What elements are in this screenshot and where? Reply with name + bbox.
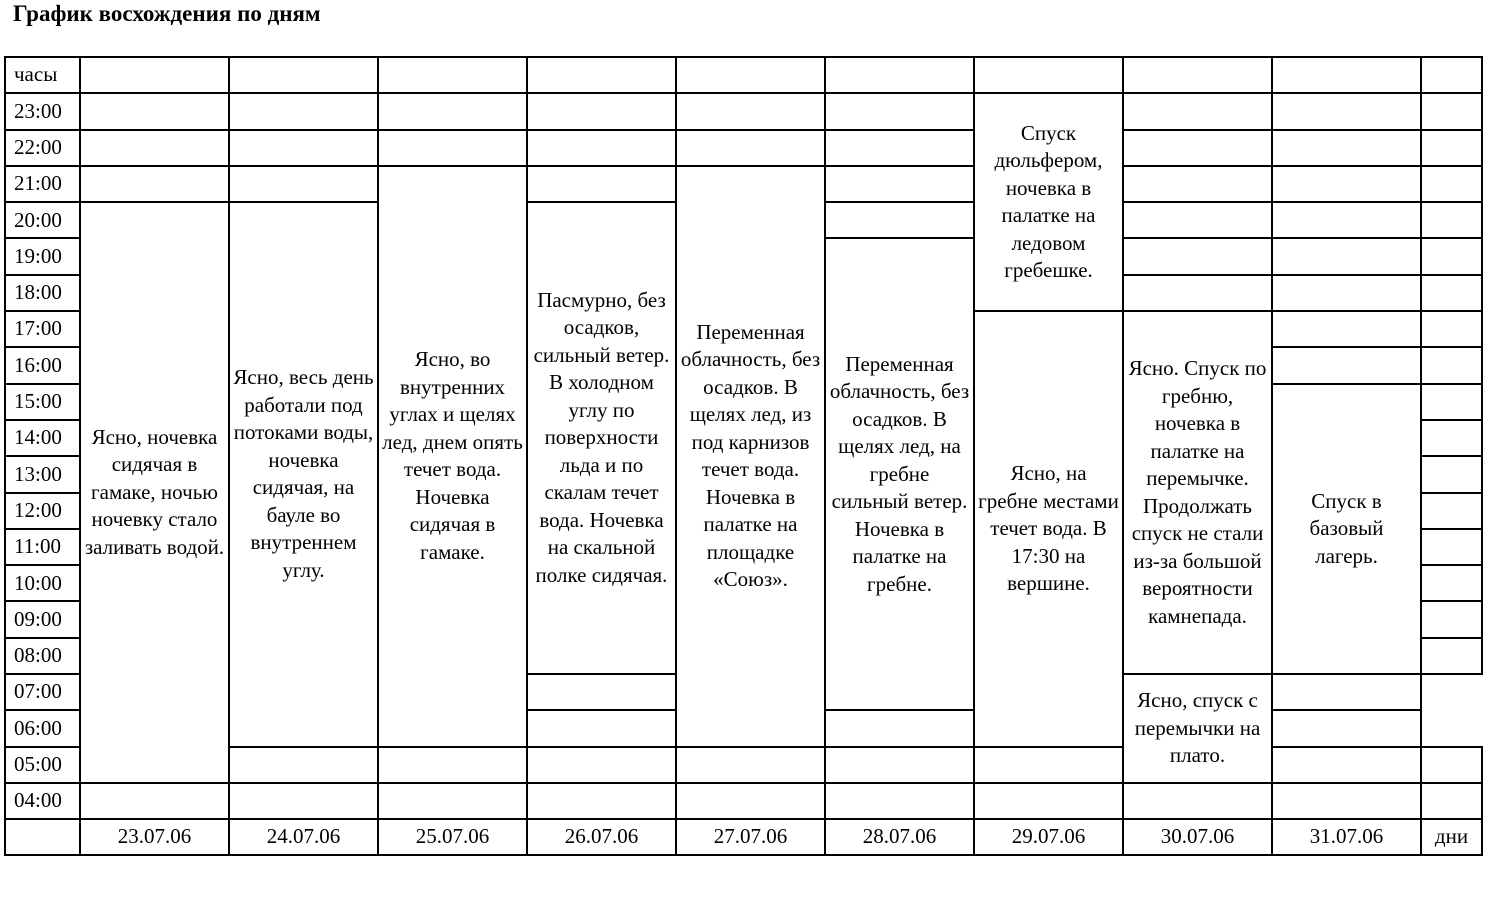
grid-cell bbox=[1421, 130, 1482, 166]
hour-label: 21:00 bbox=[5, 166, 80, 202]
grid-cell bbox=[1272, 311, 1421, 347]
hour-label: 12:00 bbox=[5, 493, 80, 529]
date-label: 24.07.06 bbox=[229, 819, 378, 855]
grid-cell bbox=[1123, 238, 1272, 274]
hour-label: 11:00 bbox=[5, 529, 80, 565]
grid-cell bbox=[229, 783, 378, 819]
grid-cell bbox=[378, 747, 527, 783]
grid-cell bbox=[527, 93, 676, 129]
grid-cell bbox=[527, 166, 676, 202]
hour-label: 20:00 bbox=[5, 202, 80, 238]
grid-cell bbox=[676, 93, 825, 129]
grid-cell bbox=[1421, 420, 1482, 456]
grid-cell bbox=[378, 783, 527, 819]
grid-cell bbox=[229, 57, 378, 93]
grid-cell bbox=[1272, 93, 1421, 129]
grid-cell bbox=[1123, 166, 1272, 202]
grid-cell bbox=[676, 747, 825, 783]
grid-cell bbox=[1421, 57, 1482, 93]
grid-cell bbox=[825, 166, 974, 202]
hour-label: 18:00 bbox=[5, 275, 80, 311]
day-note-30-07: Ясно. Спуск по гребню, ночевка в палатке на перемычке. Продолжать спуск не стали из-за большой вероятности камнепада. bbox=[1123, 311, 1272, 674]
ascent-schedule-table bbox=[4, 56, 1483, 856]
grid-cell bbox=[229, 747, 378, 783]
day-note-29-07-summit: Ясно, на гребне местами течет вода. В 17:30 на вершине. bbox=[974, 311, 1123, 747]
grid-cell bbox=[676, 130, 825, 166]
grid-cell bbox=[1272, 710, 1421, 746]
grid-cell bbox=[1421, 456, 1482, 492]
grid-cell bbox=[825, 202, 974, 238]
day-note-26-07: Пасмурно, без осадков, сильный ветер. В холодном углу по поверхности льда и по скалам течет вода. Ночевка на скальной полке сидячая. bbox=[527, 202, 676, 674]
grid-cell bbox=[1421, 384, 1482, 420]
grid-cell bbox=[1421, 565, 1482, 601]
hour-label: 07:00 bbox=[5, 674, 80, 710]
hour-label: 15:00 bbox=[5, 384, 80, 420]
grid-cell bbox=[676, 57, 825, 93]
grid-cell bbox=[1421, 783, 1482, 819]
grid-cell bbox=[1421, 638, 1482, 674]
grid-cell bbox=[1123, 130, 1272, 166]
date-label: 28.07.06 bbox=[825, 819, 974, 855]
day-note-28-07: Переменная облачность, без осадков. В щелях лед, на гребне сильный ветер. Ночевка в палатке на гребне. bbox=[825, 238, 974, 710]
day-note-31-07-plateau: Ясно, спуск с перемычки на плато. bbox=[1123, 674, 1272, 783]
grid-cell bbox=[80, 166, 229, 202]
grid-cell bbox=[825, 783, 974, 819]
grid-cell bbox=[1123, 275, 1272, 311]
hour-label: 10:00 bbox=[5, 565, 80, 601]
grid-cell bbox=[229, 93, 378, 129]
grid-cell bbox=[825, 747, 974, 783]
grid-cell bbox=[378, 93, 527, 129]
hour-label: 09:00 bbox=[5, 601, 80, 637]
grid-cell bbox=[825, 130, 974, 166]
grid-cell bbox=[1272, 130, 1421, 166]
hour-label: 22:00 bbox=[5, 130, 80, 166]
grid-cell bbox=[1421, 529, 1482, 565]
date-label: 25.07.06 bbox=[378, 819, 527, 855]
grid-cell bbox=[825, 93, 974, 129]
day-note-23-07: Ясно, ночевка сидячая в гамаке, ночью ночевку стало заливать водой. bbox=[80, 202, 229, 783]
grid-cell bbox=[1123, 57, 1272, 93]
grid-cell bbox=[1421, 601, 1482, 637]
grid-cell bbox=[527, 130, 676, 166]
grid-cell bbox=[1272, 238, 1421, 274]
date-label: 30.07.06 bbox=[1123, 819, 1272, 855]
grid-cell bbox=[80, 130, 229, 166]
grid-cell bbox=[1421, 311, 1482, 347]
grid-cell bbox=[974, 747, 1123, 783]
grid-cell bbox=[825, 57, 974, 93]
table-row bbox=[5, 130, 1482, 166]
grid-cell bbox=[80, 57, 229, 93]
grid-cell bbox=[1272, 202, 1421, 238]
grid-cell bbox=[1421, 93, 1482, 129]
grid-cell bbox=[1123, 783, 1272, 819]
grid-cell bbox=[1421, 347, 1482, 383]
days-label: дни bbox=[1421, 819, 1482, 855]
corner-cell bbox=[5, 819, 80, 855]
hour-label: 23:00 bbox=[5, 93, 80, 129]
day-note-25-07: Ясно, во внутренних углах и щелях лед, днем опять течет вода. Ночевка сидячая в гамаке. bbox=[378, 166, 527, 747]
hour-label: 17:00 bbox=[5, 311, 80, 347]
date-label: 31.07.06 bbox=[1272, 819, 1421, 855]
grid-cell bbox=[825, 710, 974, 746]
grid-cell bbox=[1272, 275, 1421, 311]
grid-cell bbox=[527, 57, 676, 93]
grid-cell bbox=[527, 783, 676, 819]
dates-row bbox=[5, 819, 1482, 855]
grid-cell bbox=[378, 130, 527, 166]
hour-label: 06:00 bbox=[5, 710, 80, 746]
grid-cell bbox=[378, 57, 527, 93]
grid-cell bbox=[1421, 238, 1482, 274]
date-label: 29.07.06 bbox=[974, 819, 1123, 855]
grid-cell bbox=[1123, 202, 1272, 238]
date-label: 26.07.06 bbox=[527, 819, 676, 855]
table-row bbox=[5, 93, 1482, 129]
grid-cell bbox=[1272, 57, 1421, 93]
grid-cell bbox=[1272, 747, 1421, 783]
grid-cell bbox=[80, 93, 229, 129]
grid-cell bbox=[527, 747, 676, 783]
hour-label: 08:00 bbox=[5, 638, 80, 674]
grid-cell bbox=[229, 130, 378, 166]
table-row bbox=[5, 783, 1482, 819]
grid-cell bbox=[1272, 674, 1421, 710]
day-note-24-07: Ясно, весь день работали под потоками воды, ночевка сидячая, на бауле во внутреннем углу. bbox=[229, 202, 378, 746]
day-note-29-07-descent: Спуск дюльфером, ночевка в палатке на ледовом гребешке. bbox=[974, 93, 1123, 311]
grid-cell bbox=[1421, 493, 1482, 529]
grid-cell bbox=[1421, 275, 1482, 311]
hour-label: 19:00 bbox=[5, 238, 80, 274]
grid-cell bbox=[80, 783, 229, 819]
date-label: 23.07.06 bbox=[80, 819, 229, 855]
grid-cell bbox=[1272, 783, 1421, 819]
hour-label: 13:00 bbox=[5, 456, 80, 492]
hour-label: 04:00 bbox=[5, 783, 80, 819]
grid-cell bbox=[229, 166, 378, 202]
hour-label: 14:00 bbox=[5, 420, 80, 456]
hour-label: 16:00 bbox=[5, 347, 80, 383]
grid-cell bbox=[527, 674, 676, 710]
day-note-27-07: Переменная облачность, без осадков. В щелях лед, из под карнизов течет вода. Ночевка в палатке на площадке «Союз». bbox=[676, 166, 825, 747]
date-label: 27.07.06 bbox=[676, 819, 825, 855]
grid-cell bbox=[1272, 347, 1421, 383]
table-row bbox=[5, 166, 1482, 202]
hour-label: 05:00 bbox=[5, 747, 80, 783]
grid-cell bbox=[676, 783, 825, 819]
grid-cell bbox=[1421, 166, 1482, 202]
grid-cell bbox=[974, 783, 1123, 819]
grid-cell bbox=[1272, 166, 1421, 202]
grid-cell bbox=[1421, 747, 1482, 783]
grid-cell bbox=[1123, 93, 1272, 129]
page-title: График восхождения по дням bbox=[13, 1, 321, 26]
grid-cell bbox=[974, 57, 1123, 93]
hours-header: часы bbox=[5, 57, 80, 93]
table-row bbox=[5, 57, 1482, 93]
grid-cell bbox=[527, 710, 676, 746]
day-note-31-07-base-camp: Спуск в базовый лагерь. bbox=[1272, 384, 1421, 674]
grid-cell bbox=[1421, 202, 1482, 238]
